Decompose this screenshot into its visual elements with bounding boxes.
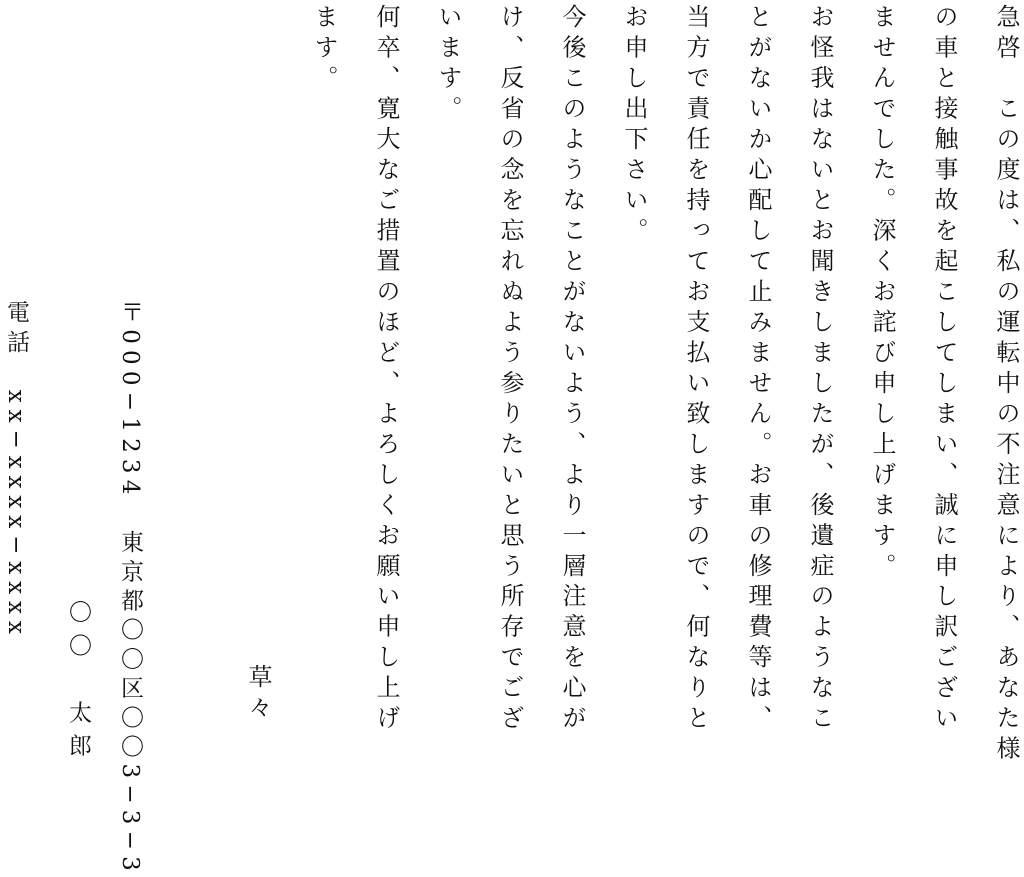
body-line-5: とがないか心配して止みません。お車の修理費等は、 xyxy=(744,4,772,736)
body-line-3: ませんでした。深くお詫び申し上げます。 xyxy=(868,4,896,584)
body-line-10: います。 xyxy=(434,4,462,126)
body-line-6: 当方で責任を持ってお支払い致しますので、何なりと xyxy=(682,4,710,736)
sender-name: 〇〇 太郎 xyxy=(65,600,91,767)
body-line-7: お申し出下さい。 xyxy=(620,4,648,248)
body-line-12: ます。 xyxy=(310,4,338,96)
body-line-8: 今後このようなことがないよう、より一層注意を心が xyxy=(558,4,586,736)
sender-phone: 電話 xx−xxxx−xxxx xyxy=(3,300,29,641)
body-line-1: 急啓 この度は、私の運転中の不注意により、あなた様 xyxy=(992,4,1020,766)
body-line-4: お怪我はないとお聞きしましたが、後遺症のようなこ xyxy=(806,4,834,736)
closing-salutation: 草々 xyxy=(244,664,272,725)
sender-address: 〒000−1234 東京都〇〇区〇〇3−3−3 xyxy=(117,300,143,877)
body-line-9: け、反省の念を忘れぬよう参りたいと思う所存でござ xyxy=(496,4,524,736)
body-line-2: の車と接触事故を起こしてしまい、誠に申し訳ござい xyxy=(930,4,958,736)
body-line-11: 何卒、寛大なご措置のほど、よろしくお願い申し上げ xyxy=(372,4,400,736)
